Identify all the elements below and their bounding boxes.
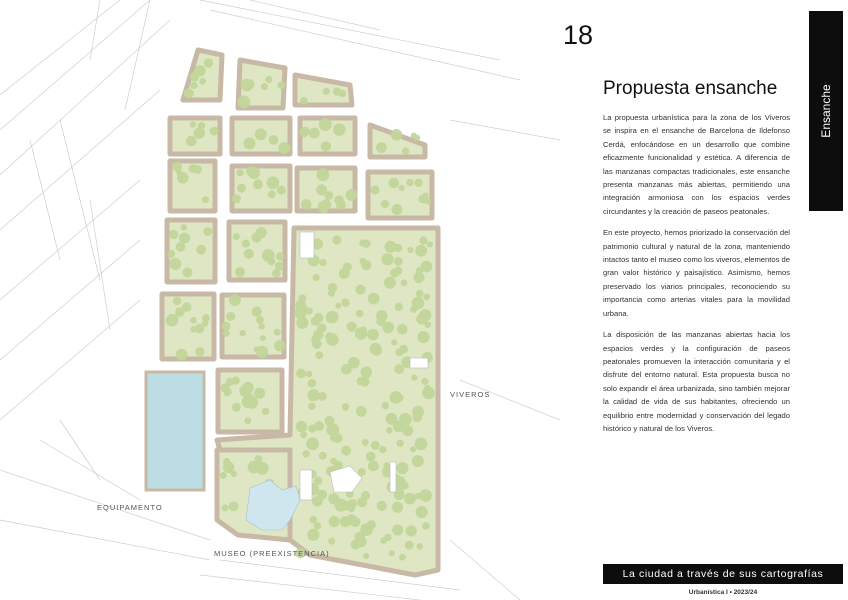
tree [342,403,350,411]
tree [183,268,193,278]
tree [306,308,313,315]
tree [236,169,243,176]
tree [356,310,364,318]
tree [169,230,178,239]
tree [332,235,341,244]
tree [368,461,379,472]
tree [223,462,234,473]
tree [389,550,395,556]
tree [377,501,387,511]
tree [226,378,234,386]
tree [245,79,255,89]
tree [278,81,286,89]
tree [399,185,405,191]
tree [399,554,406,561]
tree [380,537,387,544]
tree [309,516,317,524]
tree [370,185,379,194]
tree [222,504,229,511]
tree [173,297,181,305]
tree [226,312,235,321]
tree [406,525,417,536]
tree [356,406,367,417]
tree [260,335,266,341]
tree [306,437,319,450]
tree [193,165,202,174]
tree [347,322,357,332]
tree [256,316,264,324]
tree [220,472,227,479]
tree [317,168,330,181]
tree [328,538,335,545]
tree [414,179,422,187]
tree [384,241,396,253]
tree [363,553,369,559]
tree [418,194,427,203]
tree [244,417,251,424]
tree [252,307,262,317]
tree [221,322,230,331]
tree [405,541,414,550]
footer-course: Urbanística I • 2023/24 [688,589,758,596]
tree [190,121,196,127]
tree [253,179,263,189]
tree [333,123,346,136]
tree [343,501,353,511]
tree [414,272,425,283]
tree [186,136,197,147]
tree [376,142,387,153]
tree [341,446,351,456]
tree [361,367,373,379]
tree [340,516,351,527]
tree [394,257,403,266]
tree [371,330,378,337]
tree [181,224,187,230]
tree [335,303,341,309]
tree [391,204,402,215]
tree [417,331,429,343]
tree [268,257,276,265]
tree [190,82,197,89]
tree [268,190,276,198]
tree [274,329,281,336]
tree [376,310,387,321]
tree [357,377,366,386]
tree [411,374,417,380]
tree [415,245,427,257]
tree [194,65,205,76]
footer-title-bar [603,564,843,584]
tree [399,413,412,426]
tree [419,489,432,502]
tree [412,297,425,310]
tree [265,76,272,83]
tree [195,347,204,356]
tree [301,199,312,210]
tree [308,389,320,401]
tree [176,170,182,176]
tree [300,431,307,438]
tree [381,200,389,208]
tree [351,540,361,550]
tree [313,330,323,340]
tree [328,283,337,292]
tree [357,497,367,507]
tree [278,142,290,154]
tree [196,245,206,255]
tree [319,452,327,460]
tree [233,233,240,240]
tree [240,330,246,336]
tree [391,339,397,345]
tree [190,317,197,324]
tree [325,191,334,200]
tree [323,88,330,95]
tree [382,253,394,265]
equipamento-block [146,372,204,490]
tree [412,406,424,418]
tree [415,493,421,499]
tree [296,317,308,329]
tree [328,493,339,504]
tree [415,438,428,451]
tree [242,382,253,393]
tree [416,290,423,297]
tree [371,441,380,450]
tree [341,364,352,375]
tree [296,369,306,379]
tree [389,178,400,189]
tree [307,529,319,541]
tree [416,543,423,550]
tree [341,299,349,307]
tree [366,452,376,462]
tree [302,450,309,457]
tree [359,258,366,265]
tree [321,141,331,151]
paragraph: La propuesta urbanística para la zona de los Viveros se inspira en el ensanche de Barcelona de Ildefonso Cerdá, enfocándose en un desarrollo que combine eficazmente funcionalidad y estética. A diferencia de las manzanas compactas tradicionales, este ensanche presenta manzanas más abiertas, permitiendo una integración armoniosa con los espacios verdes circundantes y la creación de paseos peatonales. [603,113,790,216]
tree [202,314,210,322]
tree [394,364,404,374]
tree [416,313,427,324]
tree [396,440,403,447]
tree [199,78,206,85]
paragraph: En este proyecto, hemos priorizado la conservación del patrimonio cultural y natural de la zona, manteniendo intactos tanto el museo como los viveros, elementos de gran valor histórico y paisajístico. Asimismo, hemos preservado los viarios principales, reconociendo su importancia como arterias vitales para la movilidad urbana. [603,228,790,318]
page-title: Propuesta ensanche [603,78,778,99]
tree [254,346,260,352]
tree [314,522,322,530]
tree [392,525,403,536]
tree [246,166,256,176]
tree [232,403,241,412]
tree [190,326,196,332]
tree [244,138,256,150]
tree [382,402,389,409]
tree [389,391,402,404]
tree [235,267,245,277]
tree [355,285,365,295]
tree [397,485,404,492]
tree [296,421,308,433]
tree [210,127,219,136]
tree [318,201,330,213]
tree [242,240,250,248]
tree [368,293,380,305]
tree [315,351,323,359]
museo-label: MUSEO (PREEXISTENCIA) [214,549,330,558]
tree [350,517,360,527]
tree [383,470,390,477]
tree [198,122,206,130]
tree [410,446,416,452]
tree [313,274,320,281]
tree [176,349,188,361]
tree [256,462,269,475]
tree [424,385,430,391]
tree [255,130,263,138]
tree [402,147,410,155]
tree [277,186,286,195]
tree [423,294,430,301]
tree [175,307,185,317]
tree [314,421,324,431]
tree [308,379,317,388]
tree [232,194,241,203]
tree [237,184,246,193]
tree [312,496,323,507]
tree [386,427,392,433]
viveros-label: VIVEROS [450,390,491,399]
tree [262,408,269,415]
tree [379,446,386,453]
tree [334,195,344,205]
tree [391,129,403,141]
tree [244,249,254,259]
tree [274,340,285,351]
tree [360,326,366,332]
tree [401,280,408,287]
tree [261,83,268,90]
tree [176,243,182,249]
tree [267,177,280,190]
tree [422,522,430,530]
tree [359,239,366,246]
tree [412,455,424,467]
tree [404,493,416,505]
tree [299,127,309,137]
tree [238,96,251,109]
body-text [603,111,790,443]
tree [254,388,265,399]
tree [326,423,339,436]
tree [421,378,428,385]
tree [367,520,376,529]
tree [167,250,175,258]
tree [339,90,347,98]
tree [386,413,398,425]
tree [419,237,427,245]
tree [169,258,181,270]
tree [258,323,265,330]
tree [326,315,335,324]
tree [330,458,337,465]
tree [184,88,194,98]
tree [275,262,284,271]
tree [394,267,402,275]
tree [202,196,209,203]
section-tab-label: Ensanche [819,84,833,138]
tree [319,118,332,131]
tree [229,502,239,512]
paragraph: La disposición de las manzanas abiertas hacia los espacios verdes y la configuración de paseos peatonales promueven la interacción comunitaria y el disfrute del entorno natural. Esta propuesta busca no solo expandir el área urbanizada, sino también mejorar la calidad de vida de sus habitantes, ofreciendo un equilibrio entre modernidad y conservación del legado histórico y natural de los Viveros. [603,330,790,433]
tree [411,133,417,139]
section-tab [809,11,843,211]
tree [346,189,358,201]
tree [384,277,396,289]
tree [276,252,284,260]
tree [308,403,316,411]
tree [369,343,381,355]
tree [402,425,413,436]
tree [179,233,190,244]
tree [362,439,369,446]
tree [309,128,320,139]
tree [382,322,394,334]
tree [343,263,352,272]
tree [314,313,324,323]
tree [392,502,403,513]
tree [319,259,326,266]
page-number: 18 [563,20,594,50]
tree [314,476,322,484]
equipamento-label: EQUIPAMENTO [97,503,163,512]
tree [397,324,408,335]
tree [395,348,403,356]
tree [256,227,267,238]
tree [229,294,241,306]
tree [225,388,232,395]
tree [306,371,313,378]
tree [246,393,254,401]
tree [407,247,413,253]
tree [421,261,433,273]
tree [406,179,413,186]
tree [269,135,279,145]
tree [223,330,230,337]
tree [416,506,428,518]
tree [427,241,433,247]
tree [395,303,403,311]
tree [194,128,205,139]
tree [329,516,340,527]
tree [300,97,308,105]
tree [203,227,212,236]
tree [204,58,213,67]
tree [396,462,408,474]
tree [326,334,338,346]
footer-title: La ciudad a través de sus cartografías [622,568,824,580]
